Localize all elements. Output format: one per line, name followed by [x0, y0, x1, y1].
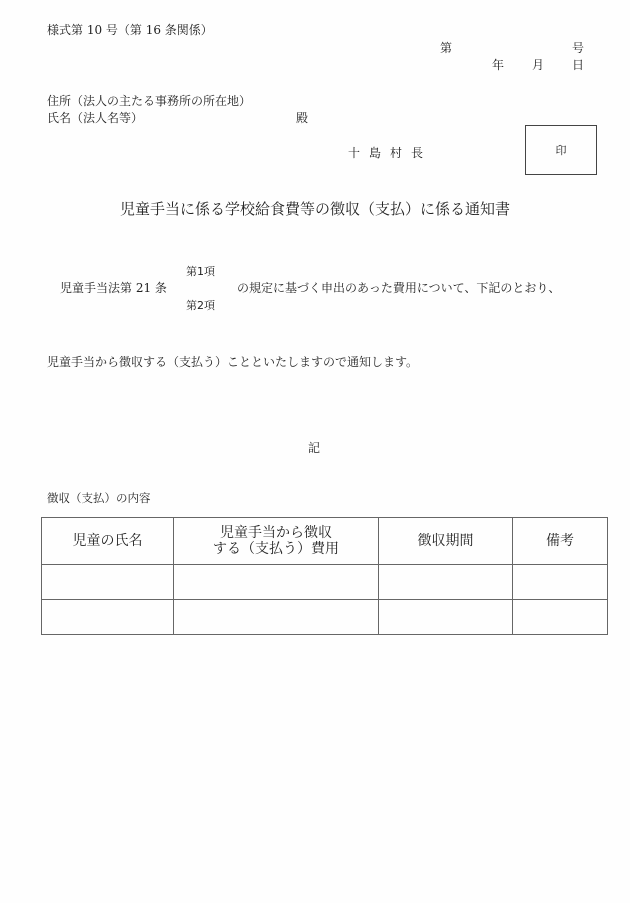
recipient-name-label: 氏名（法人名等）: [47, 111, 144, 125]
content-label: 徴収（支払）の内容: [47, 491, 151, 505]
cell-child-name[interactable]: [42, 565, 174, 600]
table-row: [42, 600, 608, 635]
paragraph-option-1: 第1項: [186, 265, 215, 278]
ki-heading: 記: [308, 441, 321, 455]
document-title: 児童手当に係る学校給食費等の徴収（支払）に係る通知書: [119, 200, 510, 218]
header-period: 徴収期間: [379, 518, 513, 565]
detail-table: [41, 517, 608, 635]
law-reference: 児童手当法第 21 条: [60, 281, 167, 295]
cell-period[interactable]: [379, 565, 513, 600]
header-fee-line1: 児童手当から徴収: [220, 524, 332, 541]
cell-child-name[interactable]: [42, 600, 174, 635]
doc-number-prefix: 第: [440, 41, 453, 55]
date-month-label: 月: [532, 58, 545, 72]
seal-box: [525, 125, 597, 175]
cell-remarks[interactable]: [513, 600, 608, 635]
seal-label: 印: [555, 144, 567, 157]
header-fee-line2: する（支払う）費用: [213, 541, 339, 557]
cell-fee[interactable]: [174, 600, 379, 635]
cell-period[interactable]: [379, 600, 513, 635]
date-day-label: 日: [572, 58, 585, 72]
honorific: 殿: [296, 111, 309, 125]
notice-text: 児童手当から徴収する（支払う）ことといたしますので通知します。: [47, 355, 419, 369]
recipient-address-label: 住所（法人の主たる事務所の所在地）: [47, 94, 252, 108]
paragraph-option-2: 第2項: [186, 299, 215, 312]
date-year-label: 年: [492, 58, 505, 72]
form-number: 様式第 10 号（第 16 条関係）: [47, 23, 213, 37]
sender-title: 十島村長: [348, 146, 433, 160]
header-remarks: 備考: [513, 518, 608, 565]
law-continuation: の規定に基づく申出のあった費用について、下記のとおり、: [237, 281, 561, 295]
cell-fee[interactable]: [174, 565, 379, 600]
header-child-name: 児童の氏名: [42, 518, 174, 565]
table-row: [42, 565, 608, 600]
doc-number-suffix: 号: [572, 41, 585, 55]
cell-remarks[interactable]: [513, 565, 608, 600]
table-header-row: [42, 518, 608, 565]
header-fee: [174, 518, 379, 565]
